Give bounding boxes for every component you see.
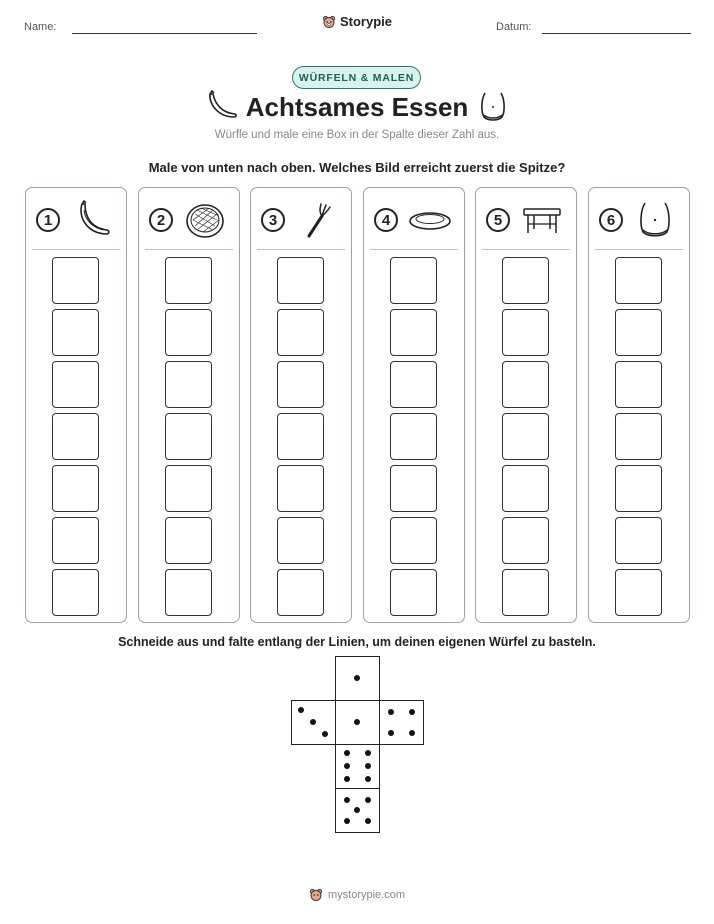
die-pip xyxy=(344,797,350,803)
die-pip xyxy=(298,707,304,713)
column-4 xyxy=(363,187,465,623)
color-box[interactable] xyxy=(52,465,99,512)
die-pip xyxy=(344,776,350,782)
color-box[interactable] xyxy=(165,413,212,460)
color-box[interactable] xyxy=(277,413,324,460)
die-pip xyxy=(322,731,328,737)
die-pip xyxy=(365,750,371,756)
color-box[interactable] xyxy=(277,309,324,356)
color-box[interactable] xyxy=(615,257,662,304)
die-pip xyxy=(409,709,415,715)
color-box[interactable] xyxy=(277,257,324,304)
die-pip xyxy=(354,675,360,681)
color-box[interactable] xyxy=(615,361,662,408)
plate-icon xyxy=(408,200,452,240)
footer xyxy=(0,888,714,902)
die-pip xyxy=(354,807,360,813)
color-box[interactable] xyxy=(390,309,437,356)
color-box[interactable] xyxy=(390,465,437,512)
column-header xyxy=(364,188,464,250)
column-divider xyxy=(32,249,120,250)
color-box[interactable] xyxy=(52,569,99,616)
brand-name: Storypie xyxy=(339,14,392,29)
die-face-4 xyxy=(379,700,424,745)
die-pip xyxy=(354,719,360,725)
color-box[interactable] xyxy=(615,517,662,564)
color-box[interactable] xyxy=(52,413,99,460)
stool-icon xyxy=(520,200,564,240)
column-number: 2 xyxy=(149,208,173,232)
column-number: 5 xyxy=(486,208,510,232)
color-box[interactable] xyxy=(390,517,437,564)
die-pip xyxy=(310,719,316,725)
color-box[interactable] xyxy=(52,361,99,408)
die-pip xyxy=(365,776,371,782)
color-box[interactable] xyxy=(502,517,549,564)
die-pip xyxy=(409,730,415,736)
die-pip xyxy=(344,750,350,756)
die-face-1 xyxy=(335,656,380,701)
die-pip xyxy=(365,797,371,803)
color-box[interactable] xyxy=(502,309,549,356)
cut-instruction: Schneide aus und falte entlang der Linien, um deinen eigenen Würfel zu basteln. xyxy=(118,635,596,649)
color-box[interactable] xyxy=(390,569,437,616)
color-box[interactable] xyxy=(165,569,212,616)
color-box[interactable] xyxy=(165,517,212,564)
die-face-1 xyxy=(335,700,380,745)
die-pip xyxy=(344,818,350,824)
bear-logo-icon xyxy=(322,15,336,29)
color-box[interactable] xyxy=(390,361,437,408)
column-header xyxy=(26,188,126,250)
bear-logo-icon xyxy=(309,888,323,902)
color-box[interactable] xyxy=(502,361,549,408)
die-pip xyxy=(344,763,350,769)
column-divider xyxy=(145,249,233,250)
tummy-icon xyxy=(633,200,677,240)
column-header xyxy=(139,188,239,250)
color-box[interactable] xyxy=(277,517,324,564)
color-box[interactable] xyxy=(52,257,99,304)
die-pip xyxy=(388,730,394,736)
column-6 xyxy=(588,187,690,623)
color-box[interactable] xyxy=(615,309,662,356)
fork-icon xyxy=(295,200,339,240)
column-1 xyxy=(25,187,127,623)
column-header xyxy=(476,188,576,250)
column-divider xyxy=(370,249,458,250)
column-number: 3 xyxy=(261,208,285,232)
color-box[interactable] xyxy=(165,465,212,512)
banana-icon xyxy=(70,200,114,240)
die-pip xyxy=(388,709,394,715)
pie-icon xyxy=(183,200,227,240)
color-box[interactable] xyxy=(277,361,324,408)
color-box[interactable] xyxy=(502,413,549,460)
column-5 xyxy=(475,187,577,623)
column-number: 4 xyxy=(374,208,398,232)
subtitle: Würfle und male eine Box in der Spalte dieser Zahl aus. xyxy=(214,129,500,141)
color-box[interactable] xyxy=(165,309,212,356)
die-face-6 xyxy=(335,744,380,789)
color-box[interactable] xyxy=(502,465,549,512)
name-label: Name: xyxy=(24,21,57,33)
column-number: 1 xyxy=(36,208,60,232)
die-pip xyxy=(365,818,371,824)
column-divider xyxy=(482,249,570,250)
color-box[interactable] xyxy=(502,569,549,616)
column-header xyxy=(251,188,351,250)
color-box[interactable] xyxy=(277,569,324,616)
color-box[interactable] xyxy=(615,465,662,512)
activity-badge: WÜRFELN & MALEN xyxy=(292,66,421,89)
die-pip xyxy=(365,763,371,769)
game-instruction: Male von unten nach oben. Welches Bild erreicht zuerst die Spitze? xyxy=(148,160,566,175)
color-box[interactable] xyxy=(390,413,437,460)
date-label: Datum: xyxy=(496,21,532,33)
column-divider xyxy=(257,249,345,250)
date-line[interactable] xyxy=(542,33,691,34)
column-number: 6 xyxy=(599,208,623,232)
die-face-3 xyxy=(291,700,336,745)
color-box[interactable] xyxy=(615,413,662,460)
color-box[interactable] xyxy=(165,257,212,304)
die-face-5 xyxy=(335,788,380,833)
column-2 xyxy=(138,187,240,623)
color-box[interactable] xyxy=(52,309,99,356)
column-header xyxy=(589,188,689,250)
color-box[interactable] xyxy=(390,257,437,304)
brand-logo xyxy=(0,14,714,29)
color-box[interactable] xyxy=(277,465,324,512)
color-box[interactable] xyxy=(615,569,662,616)
color-box[interactable] xyxy=(52,517,99,564)
footer-url[interactable]: mystorypie.com xyxy=(327,889,406,901)
column-3 xyxy=(250,187,352,623)
color-box[interactable] xyxy=(502,257,549,304)
name-line[interactable] xyxy=(72,33,257,34)
tummy-icon xyxy=(478,90,508,122)
color-box[interactable] xyxy=(165,361,212,408)
page-title: Achtsames Essen xyxy=(245,92,469,122)
column-divider xyxy=(595,249,683,250)
